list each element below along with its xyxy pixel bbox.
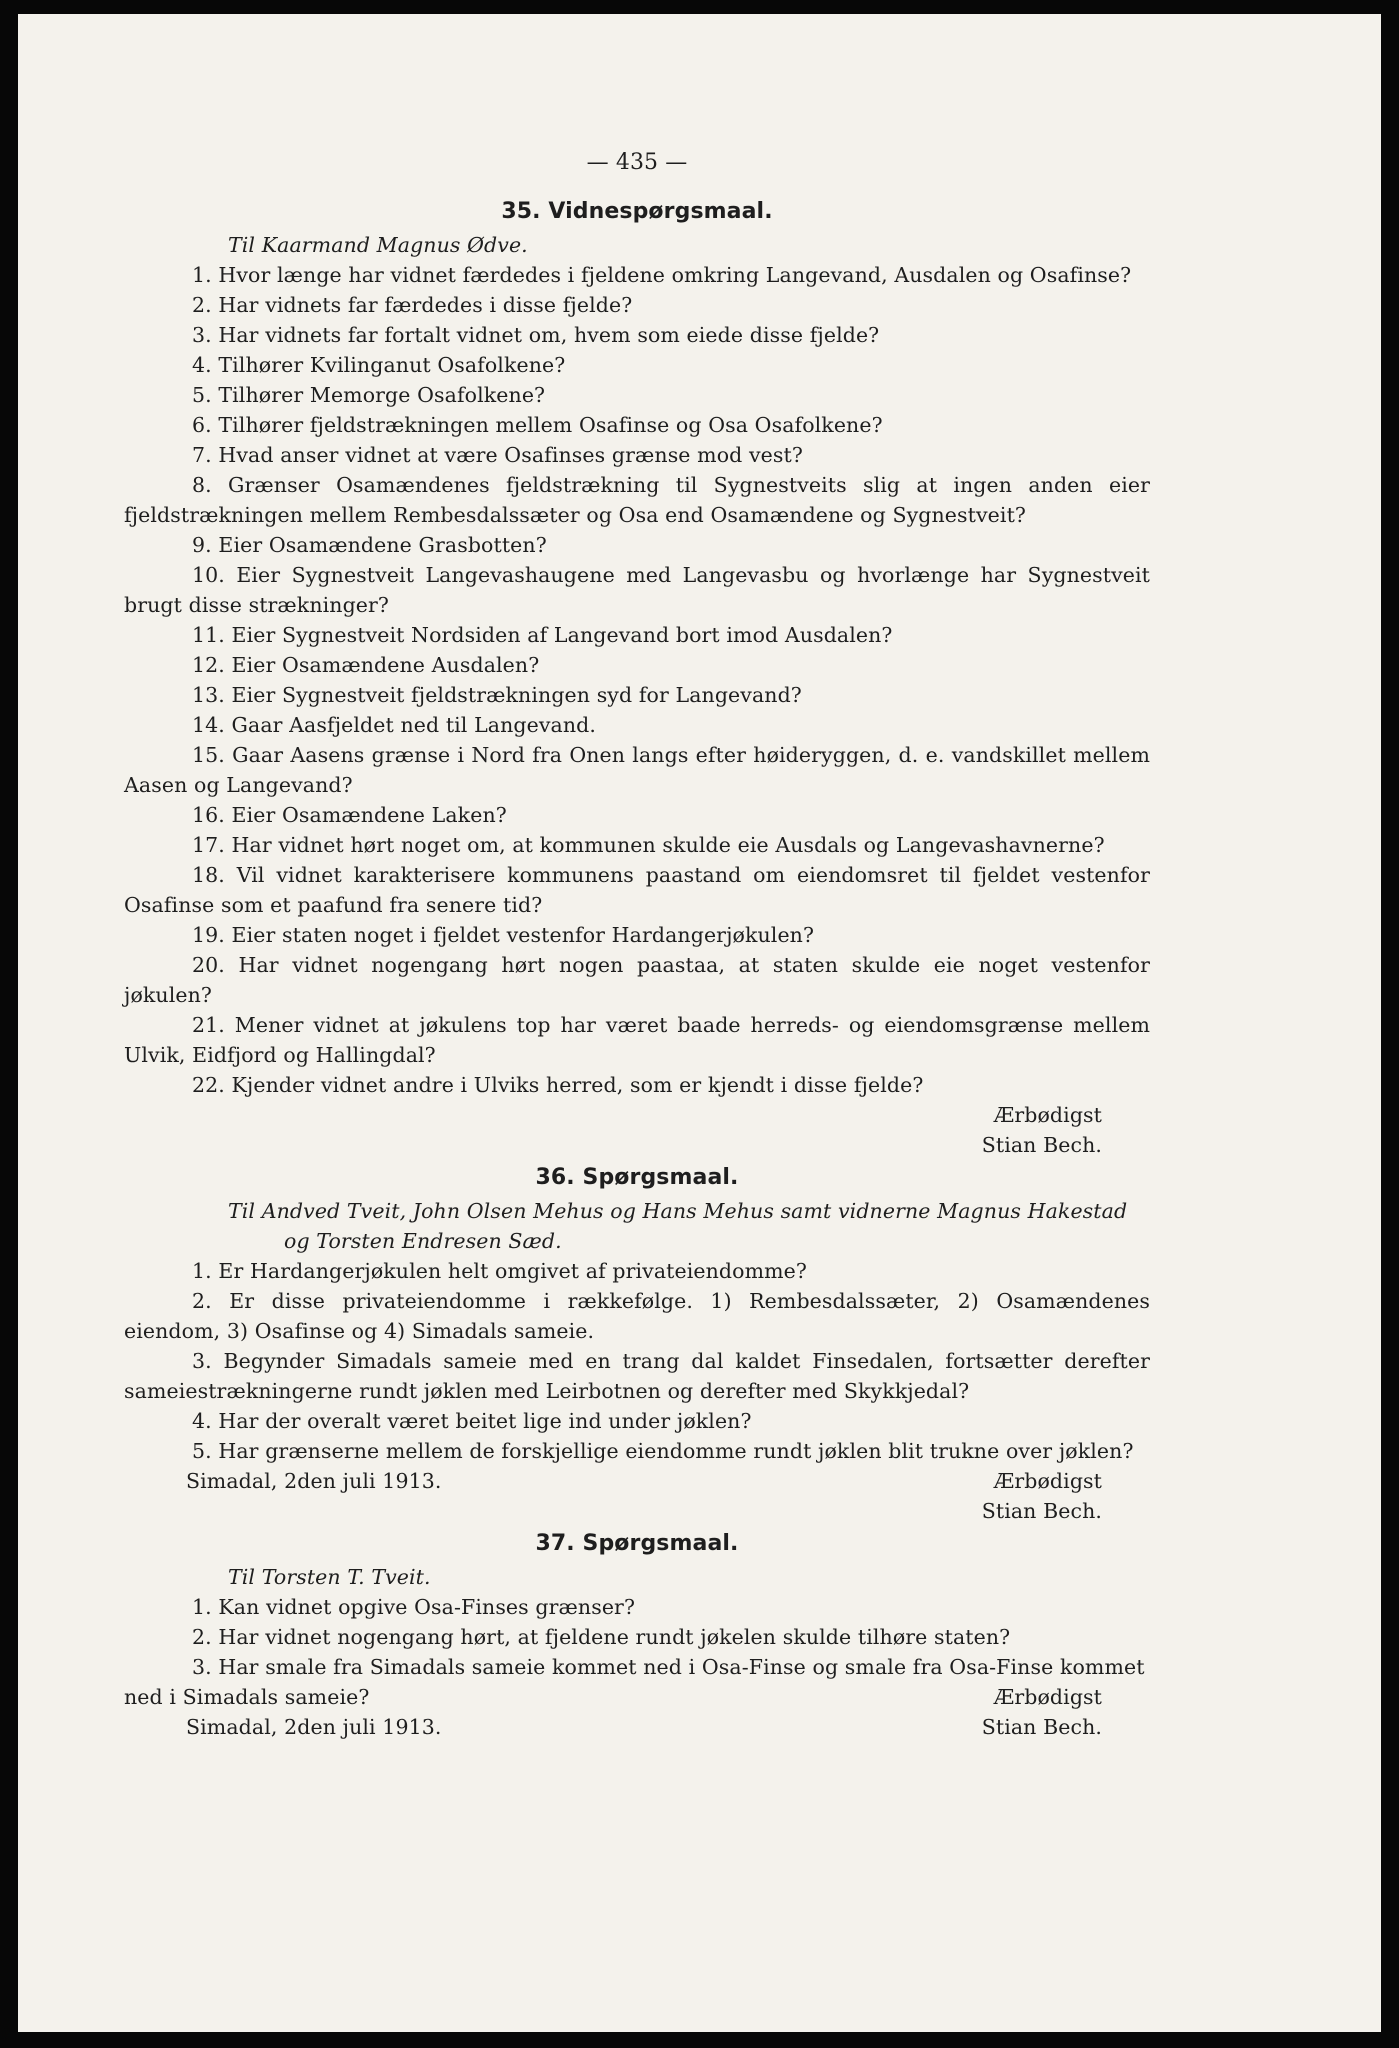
- question: 21. Mener vidnet at jøkulens top har været baade herreds- og eiendomsgrænse mellem Ulvik, Eidfjord og Hallingdal?: [124, 1013, 1150, 1067]
- question: 10. Eier Sygnestveit Langevashaugene med Langevasbu og hvorlænge har Sygnestveit brugt disse strækninger?: [124, 563, 1150, 617]
- question: 4. Har der overalt været beitet lige ind under jøklen?: [192, 1409, 752, 1433]
- place-date: Simadal, 2den juli 1913.: [186, 1469, 442, 1493]
- section-address: Til Torsten T. Tveit.: [228, 1565, 431, 1589]
- question: 12. Eier Osamændene Ausdalen?: [192, 653, 540, 677]
- section-address-continued: og Torsten Endresen Sæd.: [284, 1229, 562, 1253]
- section-address: Til Andved Tveit, John Olsen Mehus og Hans Mehus samt vidnerne Magnus Hakestad: [228, 1199, 1128, 1223]
- question: 16. Eier Osamændene Laken?: [192, 803, 507, 827]
- question: 22. Kjender vidnet andre i Ulviks herred, som er kjendt i disse fjelde?: [192, 1073, 924, 1097]
- signature: Stian Bech.: [981, 1133, 1102, 1157]
- section-36: [124, 1160, 1150, 1526]
- section-37: [124, 1526, 1150, 1742]
- question: 5. Har grænserne mellem de forskjellige eiendomme rundt jøklen blit trukne over jøklen?: [192, 1439, 1134, 1463]
- scan-border-right: [1381, 0, 1399, 2048]
- question: 17. Har vidnet hørt noget om, at kommunen skulde eie Ausdals og Langevashavnerne?: [192, 833, 1105, 857]
- question: 7. Hvad anser vidnet at være Osafinses grænse mod vest?: [192, 443, 803, 467]
- place-date-row: [124, 1466, 1150, 1496]
- question: 2. Har vidnets far færdedes i disse fjelde?: [192, 293, 633, 317]
- question: 5. Tilhører Memorge Osafolkene?: [192, 383, 546, 407]
- scan-border-top: [0, 0, 1399, 14]
- closing-salutation: Ærbødigst: [993, 1469, 1102, 1493]
- question-closing-row: [124, 1682, 1150, 1712]
- question: 2. Har vidnet nogengang hørt, at fjeldene rundt jøkelen skulde tilhøre staten?: [192, 1625, 1011, 1649]
- section-address: Til Kaarmand Magnus Ødve.: [228, 233, 528, 257]
- page-content: [124, 148, 1150, 1742]
- place-date: Simadal, 2den juli 1913.: [186, 1715, 442, 1739]
- question: 14. Gaar Aasfjeldet ned til Langevand.: [192, 713, 597, 737]
- question: 11. Eier Sygnestveit Nordsiden af Langevand bort imod Ausdalen?: [192, 623, 893, 647]
- question: 15. Gaar Aasens grænse i Nord fra Onen langs efter høideryggen, d. e. vandskillet mellem Aasen og Langevand?: [124, 743, 1150, 797]
- signature: Stian Bech.: [981, 1499, 1102, 1523]
- closing-salutation: Ærbødigst: [993, 1685, 1102, 1709]
- question: 19. Eier staten noget i fjeldet vestenfor Hardangerjøkulen?: [192, 923, 815, 947]
- place-date-row: [124, 1712, 1150, 1742]
- closing-salutation: Ærbødigst: [993, 1103, 1102, 1127]
- question: 20. Har vidnet nogengang hørt nogen paastaa, at staten skulde eie noget vestenfor jøkulen?: [124, 953, 1150, 1007]
- question: 6. Tilhører fjeldstrækningen mellem Osafinse og Osa Osafolkene?: [192, 413, 883, 437]
- question: 9. Eier Osamændene Grasbotten?: [192, 533, 547, 557]
- section-heading: 36. Spørgsmaal.: [535, 1165, 739, 1190]
- question: 3. Har vidnets far fortalt vidnet om, hvem som eiede disse fjelde?: [192, 323, 880, 347]
- question: 1. Er Hardangerjøkulen helt omgivet af privateiendomme?: [192, 1259, 807, 1283]
- section-35: [124, 194, 1150, 1160]
- signature: Stian Bech.: [981, 1715, 1102, 1739]
- question: 2. Er disse privateiendomme i rækkefølge. 1) Rembesdalssæter, 2) Osamændenes eiendom, 3) Osafinse og 4) Simadals sameie.: [124, 1289, 1150, 1343]
- question: 1. Hvor længe har vidnet færdedes i fjeldene omkring Langevand, Ausdalen og Osafinse?: [192, 263, 1132, 287]
- page-number: — 435 —: [586, 150, 688, 175]
- question: 18. Vil vidnet karakterisere kommunens paastand om eiendomsret til fjeldet vestenfor Osafinse som et paafund fra senere tid?: [124, 863, 1150, 917]
- question: 4. Tilhører Kvilinganut Osafolkene?: [192, 353, 566, 377]
- section-heading: 35. Vidnespørgsmaal.: [501, 199, 773, 224]
- scan-border-bottom: [0, 2032, 1399, 2048]
- question: 3. Begynder Simadals sameie med en trang dal kaldet Finsedalen, fortsætter derefter sameiestrækningerne rundt jøklen med Leirbotnen og derefter med Skykkjedal?: [124, 1349, 1150, 1403]
- section-heading: 37. Spørgsmaal.: [535, 1531, 739, 1556]
- question-continued: ned i Simadals sameie?: [124, 1685, 370, 1709]
- question: 3. Har smale fra Simadals sameie kommet ned i Osa-Finse og smale fra Osa-Finse kommet: [192, 1655, 1145, 1679]
- question: 13. Eier Sygnestveit fjeldstrækningen syd for Langevand?: [192, 683, 802, 707]
- question: 1. Kan vidnet opgive Osa-Finses grænser?: [192, 1595, 636, 1619]
- question: 8. Grænser Osamændenes fjeldstrækning til Sygnestveits slig at ingen anden eier fjeldstrækningen mellem Rembesdalssæter og Osa end Osamændene og Sygnestveit?: [124, 473, 1150, 527]
- scan-border-left: [0, 0, 18, 2048]
